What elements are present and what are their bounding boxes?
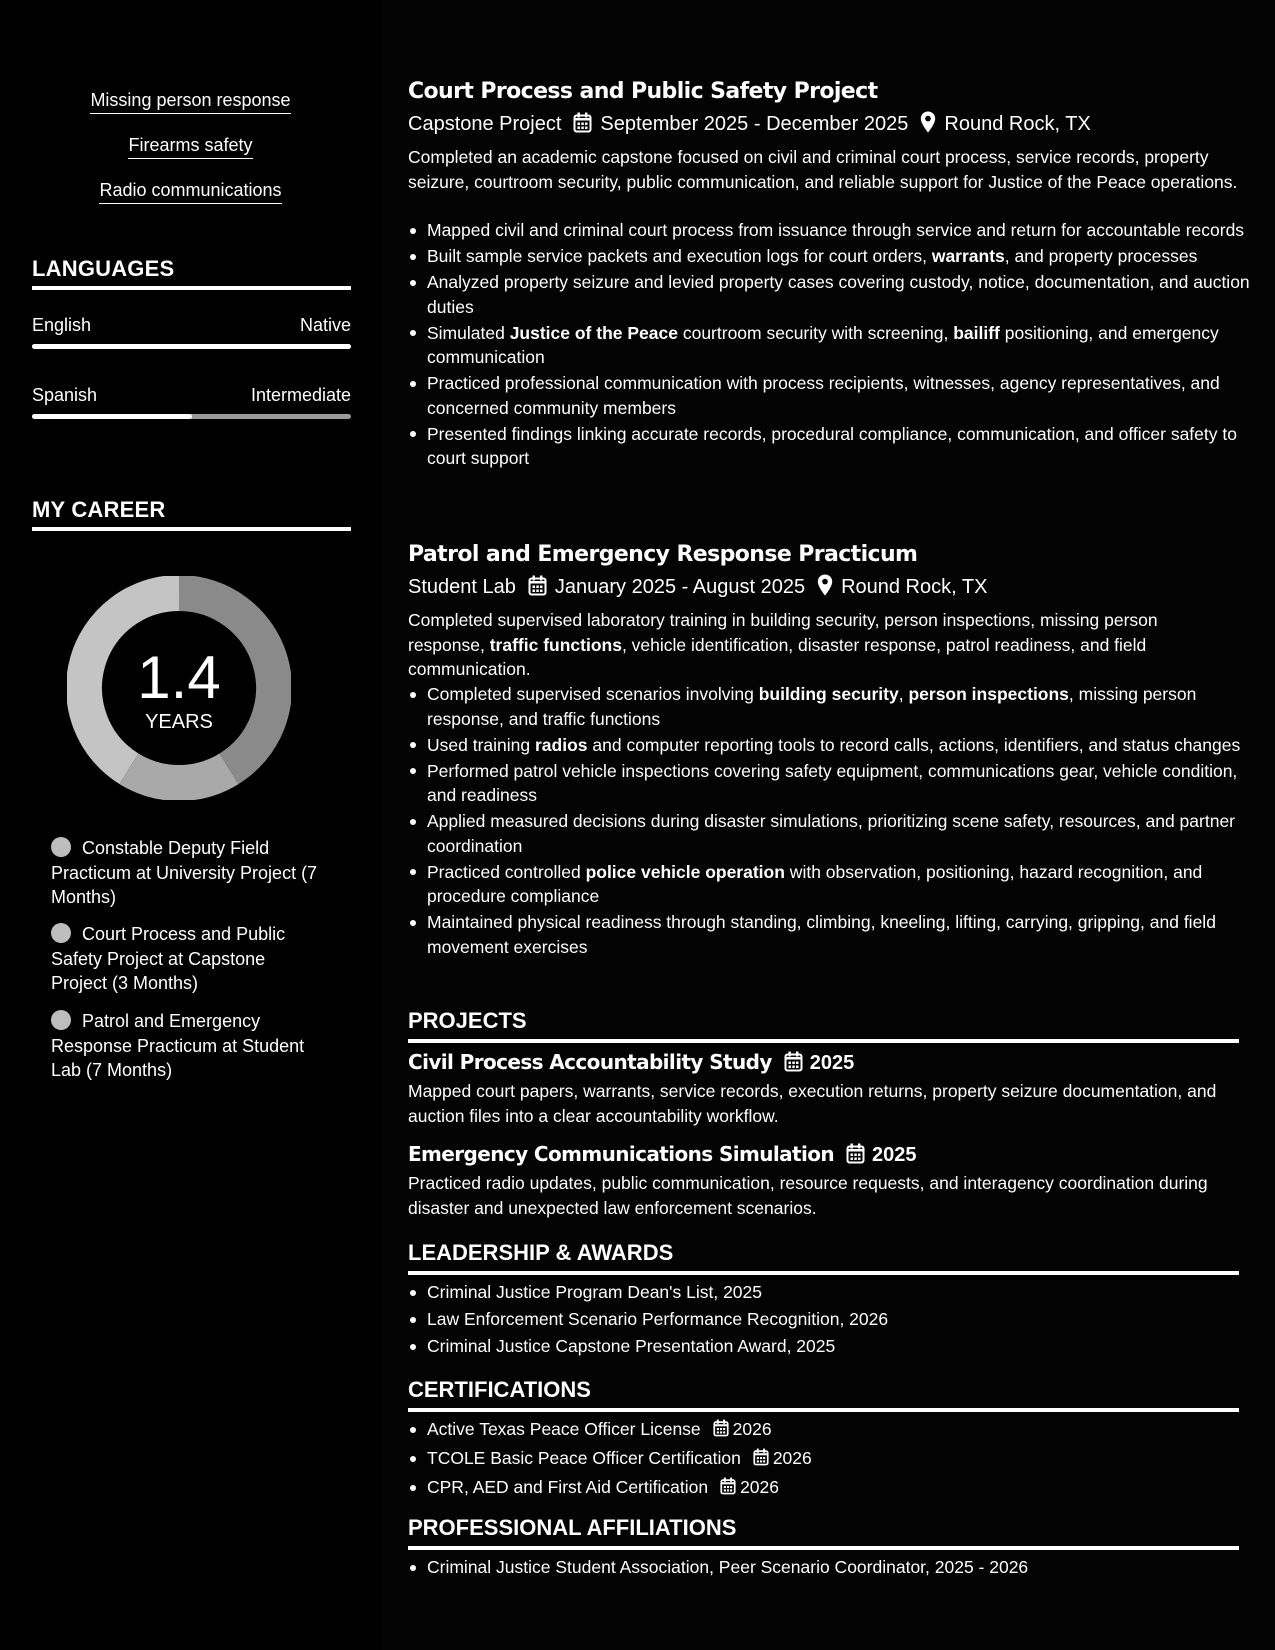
- certifications-heading: CERTIFICATIONS: [408, 1376, 1239, 1412]
- project-name: Emergency Communications Simulation: [408, 1142, 835, 1166]
- career-total-unit: YEARS: [145, 711, 213, 733]
- bullet-item: [427, 321, 1257, 370]
- text-segment: Analyzed property seizure and levied property cases covering custody, notice, documentation, and auction duties: [427, 272, 1250, 317]
- project-description: Practiced radio updates, public communication, resource requests, and interagency coordination during disaster and unexpected law enforcement scenarios.: [408, 1173, 1208, 1218]
- career-item: [51, 922, 326, 996]
- skill-link[interactable]: [0, 133, 381, 159]
- affiliations-list: [408, 1555, 1257, 1582]
- language-level: Intermediate: [250, 385, 351, 405]
- text-segment: , vehicle identification, disaster response, patrol readiness, and field communication.: [408, 634, 1147, 679]
- experience-meta: [408, 111, 1091, 140]
- text-segment: ,: [898, 684, 909, 704]
- project-title: [408, 1049, 854, 1078]
- text-segment: Simulated: [427, 322, 510, 343]
- sidebar: [0, 0, 381, 1650]
- location-pin-icon: [817, 574, 833, 603]
- bullet-item: [427, 910, 1257, 959]
- experience-bullets: [408, 218, 1257, 472]
- bullet-item: [427, 860, 1257, 909]
- career-total-years: 1.4: [137, 644, 221, 711]
- text-segment: Performed patrol vehicle inspections covering safety equipment, communications gear, vehicle condition, and readiness: [427, 760, 1238, 805]
- bullet-item: [427, 682, 1257, 731]
- affiliation-item: Criminal Justice Student Association, Peer Scenario Coordinator, 2025 - 2026: [427, 1555, 1257, 1580]
- bullet-item: [427, 371, 1257, 420]
- skill-label: Missing person response: [90, 88, 290, 114]
- emphasis-text: Justice of the Peace: [509, 322, 678, 343]
- award-item: Law Enforcement Scenario Performance Recognition, 2026: [427, 1307, 1257, 1332]
- career-heading: MY CAREER: [32, 497, 351, 531]
- text-segment: , missing person response, and traffic functions: [427, 684, 1197, 729]
- language-bar: [32, 414, 351, 419]
- certification-name: TCOLE Basic Peace Officer Certification: [427, 1448, 741, 1468]
- language-name: Spanish: [32, 385, 98, 405]
- certification-year: 2026: [732, 1419, 772, 1439]
- project-year: 2025: [872, 1144, 917, 1166]
- language-bar-fill: [32, 344, 351, 349]
- text-segment: Used training: [427, 734, 535, 755]
- text-segment: positioning, and emergency communication: [427, 322, 1219, 367]
- certification-item: [427, 1475, 1257, 1502]
- certification-year: 2026: [740, 1477, 780, 1497]
- experience-summary: [408, 608, 1238, 682]
- career-dot-icon: [51, 923, 71, 943]
- project-name: Civil Process Accountability Study: [408, 1050, 772, 1074]
- languages-heading: LANGUAGES: [32, 256, 351, 290]
- emphasis-text: building security: [758, 684, 899, 704]
- bullet-item: [427, 244, 1257, 269]
- language-level: Native: [299, 315, 351, 335]
- experience-bullets: [408, 682, 1257, 961]
- text-segment: Practiced professional communication with process recipients, witnesses, agency representatives, and concerned community members: [427, 373, 1220, 418]
- calendar-icon: [784, 1051, 803, 1078]
- project-year: 2025: [809, 1052, 855, 1074]
- experience-meta: [408, 574, 987, 603]
- career-dot-icon: [51, 1010, 71, 1030]
- skill-link[interactable]: [0, 178, 381, 204]
- language-bar-fill: [32, 414, 192, 419]
- calendar-icon: [720, 1477, 736, 1502]
- career-item-label: Patrol and Emergency Response Practicum at Student Lab (7 Months): [51, 1011, 305, 1080]
- text-segment: Applied measured decisions during disaster simulations, prioritizing scene safety, resources, and partner coordination: [427, 811, 1235, 856]
- career-item-label: Constable Deputy Field Practicum at University Project (7 Months): [51, 838, 318, 907]
- projects-heading: PROJECTS: [408, 1007, 1239, 1043]
- bullet-item: [427, 733, 1257, 758]
- certification-name: Active Texas Peace Officer License: [427, 1419, 701, 1439]
- calendar-icon: [573, 112, 592, 140]
- experience-dates: September 2025 - December 2025: [600, 113, 909, 135]
- emphasis-text: person inspections: [908, 684, 1069, 704]
- text-segment: Completed supervised laboratory training in building security, person inspections, missing person response,: [408, 610, 1158, 655]
- emphasis-text: warrants: [931, 246, 1005, 266]
- experience-title: Court Process and Public Safety Project: [408, 79, 878, 104]
- skill-label: Firearms safety: [128, 133, 252, 159]
- bullet-item: [427, 218, 1257, 243]
- text-segment: Presented findings linking accurate records, procedural compliance, communication, and officer safety to court support: [427, 423, 1237, 468]
- experience-org: Student Lab: [408, 576, 516, 598]
- experience-title: Patrol and Emergency Response Practicum: [408, 542, 918, 567]
- text-segment: Maintained physical readiness through standing, climbing, kneeling, lifting, carrying, gripping, and field movement exercises: [427, 912, 1216, 957]
- experience-location: Round Rock, TX: [841, 576, 988, 598]
- skill-link[interactable]: [0, 88, 381, 114]
- awards-heading: LEADERSHIP & AWARDS: [408, 1239, 1239, 1275]
- emphasis-text: police vehicle operation: [585, 861, 785, 882]
- awards-list: [408, 1280, 1257, 1361]
- emphasis-text: radios: [534, 734, 588, 755]
- bullet-item: [427, 809, 1257, 858]
- emphasis-text: bailiff: [953, 322, 1000, 343]
- text-segment: with observation, positioning, hazard recognition, and procedure compliance: [427, 861, 1203, 906]
- language-bar: [32, 344, 351, 349]
- certifications-list: [408, 1417, 1257, 1504]
- calendar-icon: [528, 575, 547, 603]
- award-item: Criminal Justice Capstone Presentation Award, 2025: [427, 1334, 1257, 1359]
- location-pin-icon: [920, 111, 936, 140]
- calendar-icon: [846, 1143, 865, 1170]
- text-segment: Built sample service packets and execution logs for court orders,: [427, 246, 932, 266]
- text-segment: courtroom security with screening,: [677, 322, 954, 343]
- experience-summary: Completed an academic capstone focused on civil and criminal court process, service records, property seizure, courtroom security, public communication, and reliable support for Justice of the Peace operations.: [408, 147, 1238, 192]
- language-name: English: [32, 315, 92, 335]
- award-item: Criminal Justice Program Dean's List, 2025: [427, 1280, 1257, 1305]
- project-title: [408, 1141, 917, 1170]
- experience-dates: January 2025 - August 2025: [554, 576, 806, 598]
- experience-location: Round Rock, TX: [944, 113, 1091, 135]
- affiliations-heading: PROFESSIONAL AFFILIATIONS: [408, 1514, 1239, 1550]
- emphasis-text: traffic functions: [489, 634, 622, 655]
- bullet-item: [427, 270, 1257, 319]
- career-item-label: Court Process and Public Safety Project at Capstone Project (3 Months): [51, 924, 286, 993]
- text-segment: , and property processes: [1004, 246, 1198, 266]
- text-segment: Mapped civil and criminal court process from issuance through service and return for accountable records: [427, 220, 1245, 240]
- project-description: Mapped court papers, warrants, service records, execution returns, property seizure documentation, and auction files into a clear accountability workflow.: [408, 1081, 1217, 1126]
- calendar-icon: [713, 1419, 729, 1444]
- certification-item: [427, 1417, 1257, 1444]
- certification-item: [427, 1446, 1257, 1473]
- skill-label: Radio communications: [99, 178, 281, 204]
- career-item: [51, 836, 326, 910]
- bullet-item: [427, 759, 1257, 808]
- experience-org: Capstone Project: [408, 113, 562, 135]
- career-item: [51, 1009, 326, 1083]
- donut-segment: [129, 769, 229, 783]
- text-segment: and computer reporting tools to record calls, actions, identifiers, and status changes: [587, 734, 1241, 755]
- calendar-icon: [753, 1448, 769, 1473]
- text-segment: Completed supervised scenarios involving: [427, 684, 759, 704]
- certification-name: CPR, AED and First Aid Certification: [427, 1477, 709, 1497]
- certification-year: 2026: [772, 1448, 812, 1468]
- text-segment: Practiced controlled: [427, 861, 586, 882]
- career-dot-icon: [51, 837, 71, 857]
- bullet-item: [427, 422, 1257, 471]
